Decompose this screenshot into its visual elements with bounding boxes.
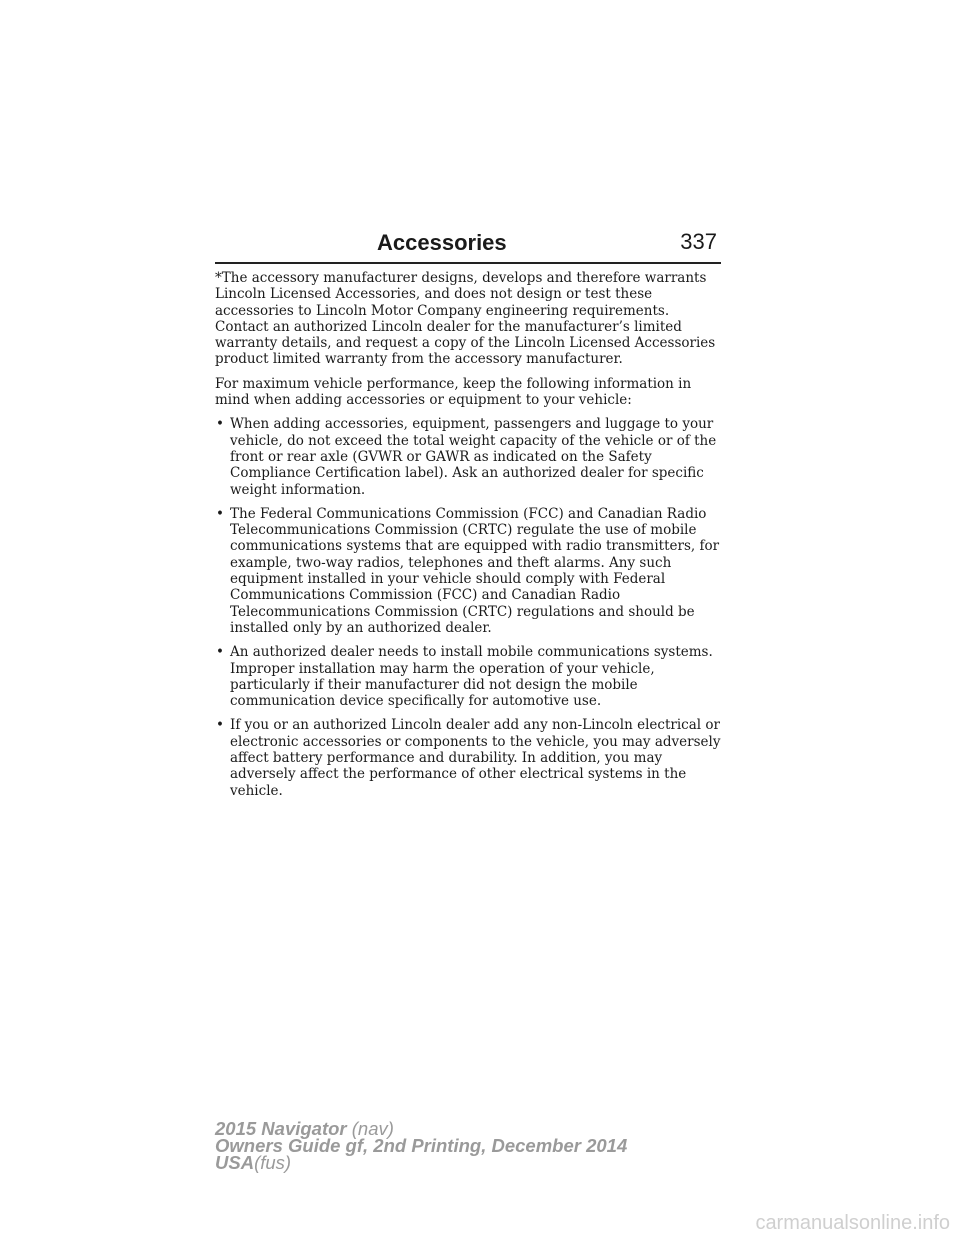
watermark: carmanualsonline.info: [755, 1212, 950, 1234]
bullet-icon: •: [216, 416, 224, 433]
intro-paragraph: For maximum vehicle performance, keep the following information in mind when adding accessories or equipment to your vehicle:: [215, 375, 692, 409]
list-item-text: When adding accessories, equipment, passengers and luggage to your vehicle, do not exceed the total weight capacity of the vehicle or of the front or rear axle (GVWR or GAWR as indicated on the Safety Compliance Certification label). Ask an authorized dealer for specific weight information.: [230, 416, 717, 498]
list-item: [215, 644, 721, 709]
list-item: [215, 506, 721, 636]
footer-region: USA: [215, 1152, 255, 1173]
section-title: Accessories: [377, 230, 507, 255]
footer-region-code: (fus): [254, 1152, 292, 1173]
footer-region-line: [215, 1154, 815, 1171]
list-item-text: An authorized dealer needs to install mobile communications systems. Improper installation may harm the operation of your vehicle, particularly if their manufacturer did not design the mobile communication device specifically for automotive use.: [230, 644, 713, 710]
bullet-list: [215, 416, 721, 799]
footer-model-code: (nav): [351, 1118, 394, 1139]
bullet-icon: •: [216, 717, 224, 734]
warranty-paragraph: *The accessory manufacturer designs, develops and therefore warrants Lincoln Licensed Accessories, and does not design or test these accessories to Lincoln Motor Company engineering requirements. Contact an authorized Lincoln dealer for the manufacturer’s limited warranty details, and request a copy of the Lincoln Licensed Accessories product limited warranty from the accessory manufacturer.: [215, 270, 716, 368]
bullet-icon: •: [216, 644, 224, 661]
page-body: [215, 270, 721, 807]
page-footer: [215, 1120, 815, 1171]
page-number: 337: [680, 229, 717, 254]
page-header: [215, 226, 721, 264]
footer-model: 2015 Navigator: [215, 1118, 347, 1139]
list-item-text: If you or an authorized Lincoln dealer add any non-Lincoln electrical or electronic accessories or components to the vehicle, you may adversely affect battery performance and durability. In addition, you may adversely affect the performance of other electrical systems in the vehicle.: [230, 717, 721, 799]
list-item: [215, 416, 721, 497]
bullet-icon: •: [216, 505, 224, 522]
footer-guide: Owners Guide gf, 2nd Printing, December 2014: [215, 1135, 628, 1156]
list-item: [215, 717, 721, 798]
list-item-text: The Federal Communications Commission (FCC) and Canadian Radio Telecommunications Commission (CRTC) regulate the use of mobile communications systems that are equipped with radio transmitters, for example, two-way radios, telephones and theft alarms. Any such equipment installed in your vehicle should comply with Federal Communications Commission (FCC) and Canadian Radio Telecommunications Commission (CRTC) regulations and should be installed only by an authorized dealer.: [230, 505, 720, 636]
